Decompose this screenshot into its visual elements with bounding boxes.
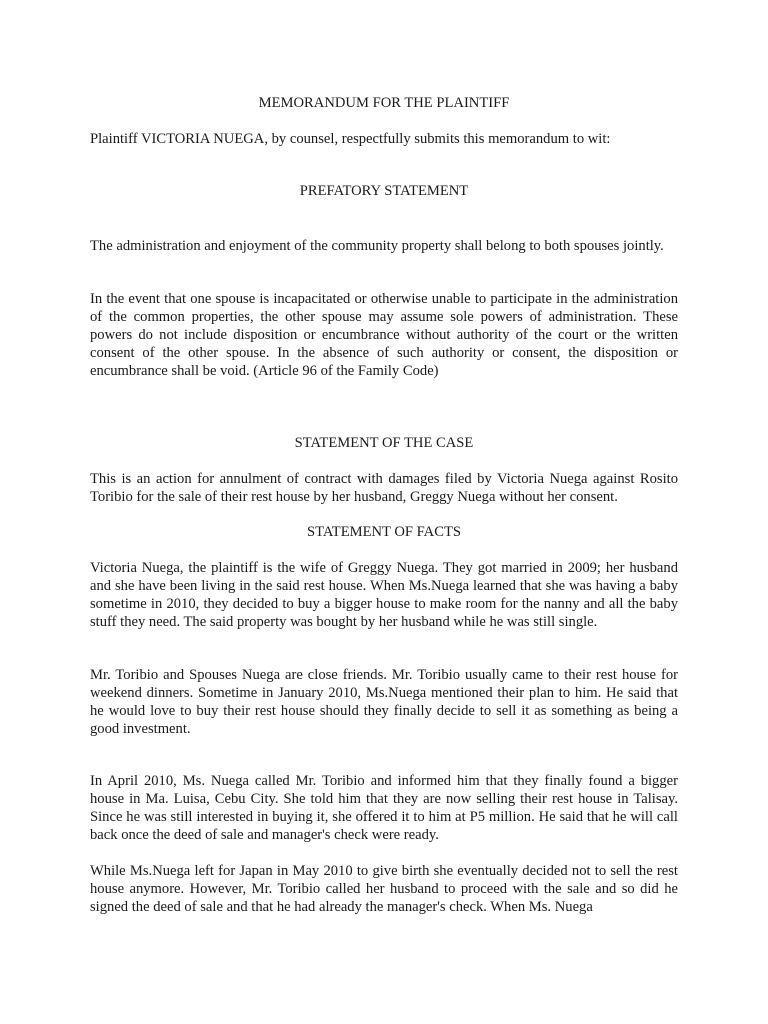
prefatory-paragraph-2: In the event that one spouse is incapacitated or otherwise unable to participate in the administration of the common properties, the other spouse may assume sole powers of administration. These powers do not include disposition or encumbrance without authority of the court or the written consent of the other spouse. In the absence of such authority or consent, the disposition or encumbrance shall be void. (Article 96 of the Family Code) [90,291,678,379]
facts-heading: STATEMENT OF FACTS [307,524,461,540]
case-heading: STATEMENT OF THE CASE [294,435,474,451]
prefatory-heading: PREFATORY STATEMENT [299,183,469,199]
document-title: MEMORANDUM FOR THE PLAINTIFF [258,95,510,111]
document-page [90,0,678,1024]
facts-paragraph-3: In April 2010, Ms. Nuega called Mr. Toribio and informed him that they finally found a bigger house in Ma. Luisa, Cebu City. She told him that they are now selling their rest house in Talisay. Since he was still interested in buying it, she offered it to him at P5 million. He said that he will call back once the deed of sale and manager's check were ready. [90,773,678,843]
facts-paragraph-2: Mr. Toribio and Spouses Nuega are close friends. Mr. Toribio usually came to their rest house for weekend dinners. Sometime in January 2010, Ms.Nuega mentioned their plan to him. He said that he would love to buy their rest house should they finally decide to sell it as something as being a good investment. [90,667,678,737]
prefatory-paragraph-1: The administration and enjoyment of the community property shall belong to both spouses jointly. [90,238,664,254]
facts-paragraph-4: While Ms.Nuega left for Japan in May 2010 to give birth she eventually decided not to sell the rest house anymore. However, Mr. Toribio called her husband to proceed with the sale and so did he signed the deed of sale and that he had already the manager's check. When Ms. Nuega [90,863,678,915]
case-paragraph-1: This is an action for annulment of contract with damages filed by Victoria Nuega against Rosito Toribio for the sale of their rest house by her husband, Greggy Nuega without her consent. [90,471,678,505]
intro-paragraph: Plaintiff VICTORIA NUEGA, by counsel, respectfully submits this memorandum to wit: [90,131,611,147]
facts-paragraph-1: Victoria Nuega, the plaintiff is the wife of Greggy Nuega. They got married in 2009; her husband and she have been living in the said rest house. When Ms.Nuega learned that she was having a baby sometime in 2010, they decided to buy a bigger house to make room for the nanny and all the baby stuff they need. The said property was bought by her husband while he was still single. [90,560,678,630]
